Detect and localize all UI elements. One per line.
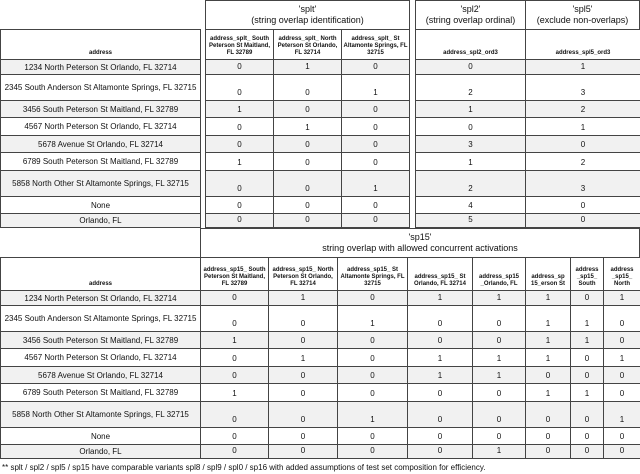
spl5-subtitle: (exclude non-overlaps) [536,15,629,25]
table-row [201,349,640,367]
table-row [1,332,201,349]
value-cell: 0 [526,402,571,428]
table-row [206,136,410,153]
value-cell: 0 [274,171,342,197]
address-cell: None [1,197,201,214]
value-cell: 4 [416,197,526,214]
column-header: address_sp15_ St Altamonte Springs, FL 32715 [338,258,408,291]
table-row [1,118,201,136]
value-cell: 0 [604,445,640,459]
table-row [201,332,640,349]
sp15-subtitle: string overlap with allowed concurrent activations [322,243,518,253]
address-cell: None [1,428,201,445]
value-cell: 1 [473,367,526,384]
column-header: address [1,258,201,291]
table-row [1,214,201,228]
column-header: address_sp15 _Orlando, FL [473,258,526,291]
address-cell: 5858 North Other St Altamonte Springs, FL 32715 [1,402,201,428]
value-cell: 1 [416,153,526,171]
value-cell: 0 [201,445,269,459]
value-cell: 1 [274,60,342,75]
value-cell: 0 [473,402,526,428]
sp15-table [200,257,640,459]
table-row [416,153,640,171]
table-row [206,171,410,197]
value-cell: 0 [201,306,269,332]
value-cell: 0 [473,332,526,349]
value-cell: 1 [526,332,571,349]
column-header: address_sp15_ St Orlando, FL 32714 [408,258,473,291]
value-cell: 0 [269,332,338,349]
splt-title-text: 'splt' [298,4,317,14]
spl5-title-text: 'spl5' [572,4,593,14]
table-row [206,118,410,136]
value-cell: 0 [342,118,410,136]
value-cell: 0 [206,136,274,153]
value-cell: 0 [571,367,604,384]
address-cell: Orlando, FL [1,445,201,459]
address-cell: 5858 North Other St Altamonte Springs, FL 32715 [1,171,201,197]
value-cell: 0 [604,332,640,349]
spl2-subtitle: (string overlap ordinal) [425,15,516,25]
value-cell: 0 [416,118,526,136]
table-row [201,428,640,445]
table-row [201,291,640,306]
column-header: address_spl2_ord3 [416,30,526,60]
column-header: address_sp 15_erson St [526,258,571,291]
table-row [416,101,640,118]
value-cell: 0 [526,445,571,459]
splt-title [205,0,410,30]
table-row [1,171,201,197]
address-cell: 4567 North Peterson St Orlando, FL 32714 [1,118,201,136]
value-cell: 0 [201,428,269,445]
value-cell: 1 [201,332,269,349]
value-cell: 0 [526,136,640,153]
address-cell: 6789 South Peterson St Maitland, FL 32789 [1,153,201,171]
table-row [206,75,410,101]
value-cell: 1 [571,332,604,349]
value-cell: 1 [274,118,342,136]
value-cell: 0 [526,197,640,214]
table-row [416,214,640,228]
value-cell: 3 [526,75,640,101]
value-cell: 0 [269,428,338,445]
value-cell: 1 [526,118,640,136]
value-cell: 0 [338,291,408,306]
value-cell: 0 [342,153,410,171]
address-cell: Orlando, FL [1,214,201,228]
table-row [416,197,640,214]
value-cell: 0 [206,171,274,197]
value-cell: 0 [338,349,408,367]
table-row [1,136,201,153]
column-header: address_sp15_ North Peterson St Orlando, FL 32714 [269,258,338,291]
table-row [201,402,640,428]
value-cell: 1 [206,153,274,171]
value-cell: 0 [206,118,274,136]
column-header: address_splt_ St Altamonte Springs, FL 32715 [342,30,410,60]
value-cell: 0 [408,428,473,445]
value-cell: 1 [604,402,640,428]
value-cell: 0 [338,445,408,459]
value-cell: 0 [604,428,640,445]
value-cell: 1 [338,402,408,428]
value-cell: 1 [206,101,274,118]
value-cell: 0 [342,101,410,118]
value-cell: 3 [416,136,526,153]
value-cell: 1 [408,367,473,384]
table-row [416,171,640,197]
column-header: address_sp15_ South Peterson St Maitland, FL 32789 [201,258,269,291]
splt-table [205,29,410,228]
value-cell: 2 [526,101,640,118]
spl2-spl5-table [415,29,640,228]
value-cell: 0 [526,428,571,445]
value-cell: 1 [571,306,604,332]
table-row [1,384,201,402]
value-cell: 0 [201,402,269,428]
value-cell: 0 [206,197,274,214]
value-cell: 0 [571,291,604,306]
address-table-bottom [0,257,201,459]
value-cell: 0 [269,306,338,332]
spl2-title [415,0,526,30]
value-cell: 0 [571,428,604,445]
footnote: ** splt / spl2 / spl5 / sp15 have comparable variants spl8 / spl9 / spl0 / sp16 with added assumptions of test set composition for efficiency. [2,463,486,472]
table-row [206,101,410,118]
table-row [1,367,201,384]
value-cell: 1 [201,384,269,402]
table-row [1,402,201,428]
value-cell: 1 [408,349,473,367]
address-cell: 2345 South Anderson St Altamonte Springs, FL 32715 [1,75,201,101]
value-cell: 0 [201,291,269,306]
address-table-top [0,29,201,228]
value-cell: 2 [416,171,526,197]
table-row [201,367,640,384]
value-cell: 0 [201,367,269,384]
value-cell: 1 [604,291,640,306]
value-cell: 1 [342,75,410,101]
value-cell: 2 [526,153,640,171]
table-row [1,306,201,332]
address-cell: 1234 North Peterson St Orlando, FL 32714 [1,60,201,75]
value-cell: 0 [201,349,269,367]
table-row [1,197,201,214]
value-cell: 0 [206,214,274,228]
column-header: address [1,30,201,60]
value-cell: 0 [408,402,473,428]
value-cell: 0 [473,384,526,402]
value-cell: 0 [408,445,473,459]
column-header: address_splt_ South Peterson St Maitland, FL 32789 [206,30,274,60]
spl2-title-text: 'spl2' [460,4,481,14]
value-cell: 2 [416,75,526,101]
value-cell: 0 [342,214,410,228]
address-cell: 5678 Avenue St Orlando, FL 32714 [1,136,201,153]
value-cell: 0 [274,136,342,153]
value-cell: 0 [338,367,408,384]
column-header: address_spl5_ord3 [526,30,640,60]
value-cell: 0 [408,332,473,349]
value-cell: 0 [604,367,640,384]
table-row [206,197,410,214]
value-cell: 0 [274,153,342,171]
table-row [1,349,201,367]
value-cell: 0 [342,136,410,153]
table-row [206,153,410,171]
value-cell: 0 [269,445,338,459]
value-cell: 1 [269,291,338,306]
table-row [201,384,640,402]
value-cell: 1 [473,291,526,306]
value-cell: 0 [274,214,342,228]
value-cell: 1 [604,349,640,367]
value-cell: 1 [416,101,526,118]
value-cell: 1 [269,349,338,367]
table-row [1,75,201,101]
value-cell: 1 [408,291,473,306]
value-cell: 1 [526,291,571,306]
table-row [1,291,201,306]
value-cell: 1 [526,384,571,402]
table-row [1,445,201,459]
value-cell: 1 [338,306,408,332]
table-row [416,118,640,136]
value-cell: 0 [408,306,473,332]
table-row [416,75,640,101]
value-cell: 0 [206,60,274,75]
value-cell: 1 [473,349,526,367]
value-cell: 0 [269,367,338,384]
address-cell: 5678 Avenue St Orlando, FL 32714 [1,367,201,384]
sp15-title [200,228,640,258]
value-cell: 0 [571,445,604,459]
address-cell: 3456 South Peterson St Maitland, FL 32789 [1,101,201,118]
value-cell: 0 [473,306,526,332]
value-cell: 0 [526,214,640,228]
table-row [201,306,640,332]
table-row [201,445,640,459]
value-cell: 5 [416,214,526,228]
value-cell: 0 [604,306,640,332]
table-row [416,136,640,153]
address-cell: 3456 South Peterson St Maitland, FL 32789 [1,332,201,349]
value-cell: 0 [342,60,410,75]
splt-subtitle: (string overlap identification) [251,15,364,25]
column-header: address _sp15_ South [571,258,604,291]
value-cell: 0 [269,384,338,402]
column-header: address_splt_ North Peterson St Orlando, FL 32714 [274,30,342,60]
address-cell: 4567 North Peterson St Orlando, FL 32714 [1,349,201,367]
value-cell: 1 [571,384,604,402]
table-row [1,60,201,75]
value-cell: 1 [526,349,571,367]
value-cell: 0 [274,101,342,118]
table-row [206,214,410,228]
sp15-title-text: 'sp15' [408,232,432,242]
value-cell: 0 [206,75,274,101]
value-cell: 0 [526,367,571,384]
value-cell: 0 [342,197,410,214]
value-cell: 0 [338,384,408,402]
value-cell: 0 [473,428,526,445]
value-cell: 1 [473,445,526,459]
value-cell: 0 [416,60,526,75]
table-row [1,428,201,445]
value-cell: 0 [338,428,408,445]
value-cell: 1 [526,306,571,332]
table-row [416,60,640,75]
address-cell: 1234 North Peterson St Orlando, FL 32714 [1,291,201,306]
column-header: address _sp15_ North [604,258,640,291]
value-cell: 0 [338,332,408,349]
value-cell: 3 [526,171,640,197]
table-row [1,101,201,118]
spl5-title [525,0,640,30]
value-cell: 0 [269,402,338,428]
value-cell: 1 [526,60,640,75]
value-cell: 0 [274,197,342,214]
table-row [206,60,410,75]
value-cell: 1 [342,171,410,197]
value-cell: 0 [604,384,640,402]
value-cell: 0 [571,349,604,367]
table-row [1,153,201,171]
value-cell: 0 [571,402,604,428]
address-cell: 2345 South Anderson St Altamonte Springs, FL 32715 [1,306,201,332]
value-cell: 0 [274,75,342,101]
address-cell: 6789 South Peterson St Maitland, FL 32789 [1,384,201,402]
value-cell: 0 [408,384,473,402]
